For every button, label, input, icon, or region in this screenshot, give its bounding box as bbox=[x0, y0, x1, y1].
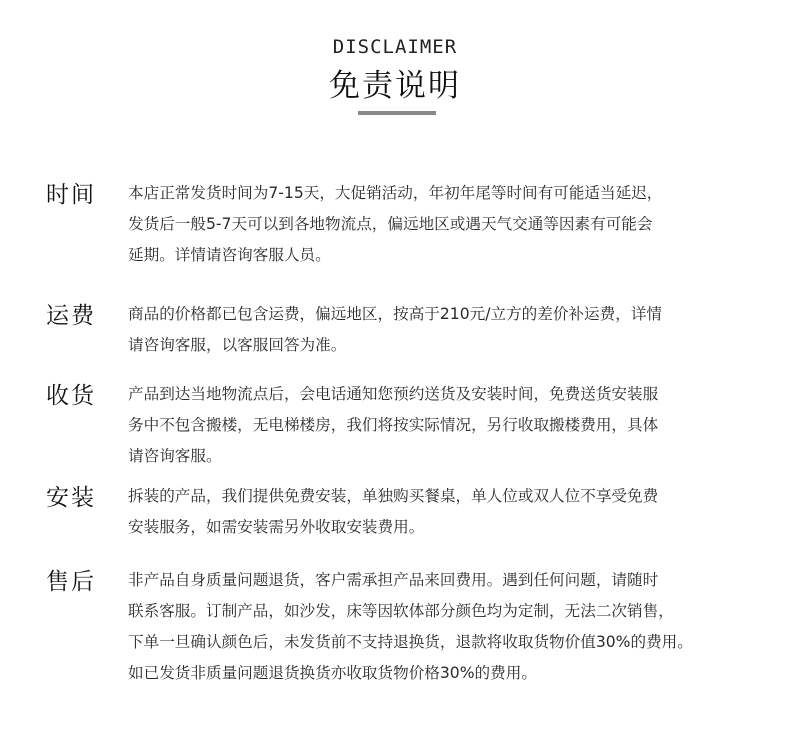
page-title: 免责说明 bbox=[329, 68, 461, 104]
text-line: 发货后一般5-7天可以到各地物流点，偏远地区或遇天气交通等因素有可能会 bbox=[128, 215, 653, 233]
section-label-after-sales: 售后 bbox=[46, 569, 96, 595]
section-label-delivery: 收货 bbox=[46, 383, 96, 409]
text-line: 延期。详情请咨询客服人员。 bbox=[128, 246, 331, 264]
text-line: 商品的价格都已包含运费，偏远地区，按高于210元/立方的差价补运费，详情 bbox=[128, 305, 663, 323]
text-line: 请咨询客服，以客服回答为准。 bbox=[128, 336, 347, 354]
section-text-after-sales bbox=[128, 565, 783, 689]
text-line: 产品到达当地物流点后，会电话通知您预约送货及安装时间，免费送货安装服 bbox=[128, 385, 659, 403]
section-text-time bbox=[128, 178, 783, 271]
text-line: 非产品自身质量问题退货，客户需承担产品来回费用。遇到任何问题，请随时 bbox=[128, 571, 659, 589]
section-text-shipping bbox=[128, 299, 783, 361]
disclaimer-subtitle: DISCLAIMER bbox=[332, 36, 458, 58]
section-text-delivery bbox=[128, 379, 783, 472]
section-label-shipping: 运费 bbox=[46, 303, 96, 329]
text-line: 安装服务，如需安装需另外收取安装费用。 bbox=[128, 518, 425, 536]
section-text-installation bbox=[128, 481, 783, 543]
text-line: 务中不包含搬楼，无电梯楼房，我们将按实际情况，另行收取搬楼费用，具体 bbox=[128, 416, 659, 434]
text-line: 请咨询客服。 bbox=[128, 447, 222, 465]
title-underline-divider bbox=[358, 111, 436, 115]
text-line: 拆装的产品，我们提供免费安装，单独购买餐桌，单人位或双人位不享受免费 bbox=[128, 487, 659, 505]
section-label-time: 时间 bbox=[46, 182, 96, 208]
text-line: 联系客服。订制产品，如沙发，床等因软体部分颜色均为定制，无法二次销售， bbox=[128, 602, 674, 620]
text-line: 如已发货非质量问题退货换货亦收取货物价格30%的费用。 bbox=[128, 664, 537, 682]
text-line: 本店正常发货时间为7-15天，大促销活动，年初年尾等时间有可能适当延迟， bbox=[128, 184, 663, 202]
section-label-installation: 安装 bbox=[46, 485, 96, 511]
text-line: 下单一旦确认颜色后，未发货前不支持退换货，退款将收取货物价值30%的费用。 bbox=[128, 633, 693, 651]
